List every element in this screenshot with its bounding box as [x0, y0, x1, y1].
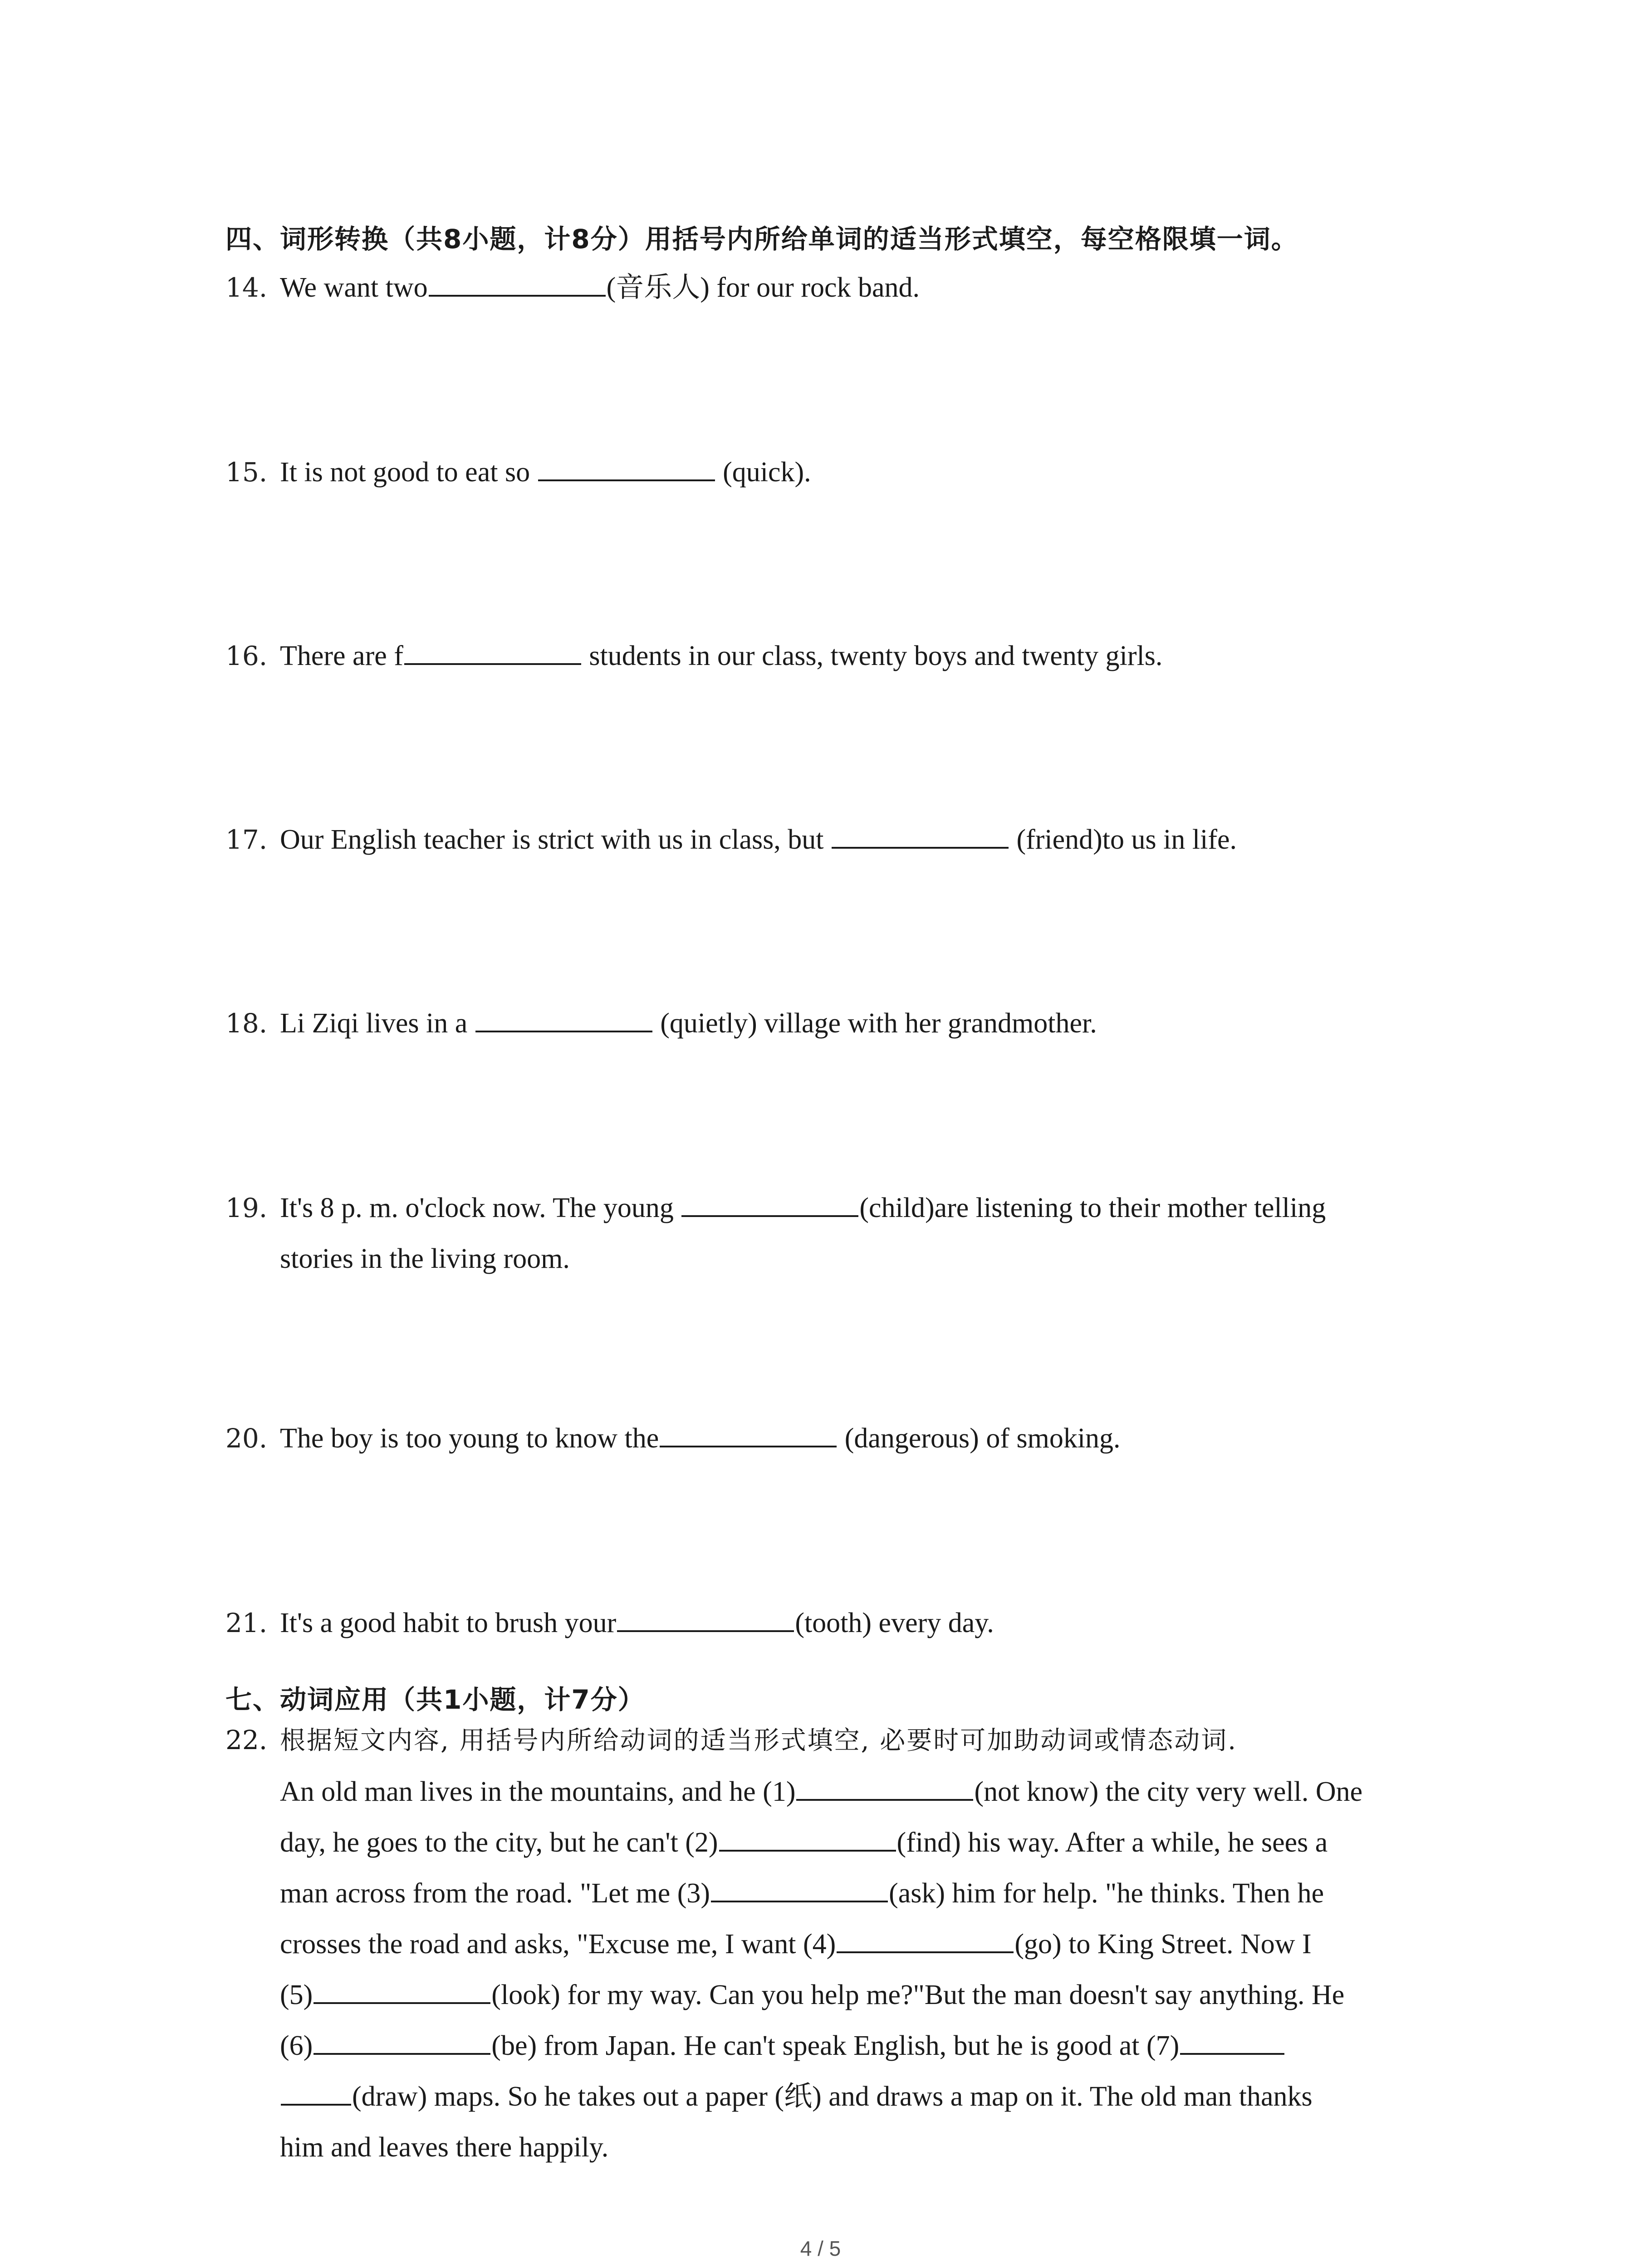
passage-text: (not know) the city very well. One: [974, 1776, 1363, 1807]
passage-line-6: [225, 2020, 1362, 2071]
section-4-title: 四、词形转换（共8小题，计8分）用括号内所给单词的适当形式填空，每空格限填一词。: [225, 224, 1298, 254]
question-text-before: Li Ziqi lives in a: [280, 1008, 475, 1039]
passage-text: (draw) maps. So he takes out a paper (纸) and draws a map on it. The old man thanks: [352, 2081, 1313, 2112]
answer-blank[interactable]: [475, 1007, 652, 1032]
question-15: [225, 447, 811, 498]
passage-text: man across from the road. "Let me (3): [280, 1878, 710, 1909]
question-text-after: (quick).: [715, 457, 811, 488]
passage-line-7: [225, 2071, 1362, 2122]
question-text-after: (dangerous) of smoking.: [838, 1423, 1121, 1454]
question-text-before: Our English teacher is strict with us in class, but: [280, 824, 831, 855]
answer-blank[interactable]: [660, 1422, 837, 1447]
passage-text: An old man lives in the mountains, and he (1): [280, 1776, 796, 1807]
answer-blank[interactable]: [681, 1192, 858, 1217]
passage-text: (ask) him for help. "he thinks. Then he: [889, 1878, 1324, 1909]
question-14: [225, 262, 920, 313]
answer-blank-2[interactable]: [719, 1826, 896, 1852]
question-17: [225, 814, 1237, 865]
question-text-before: We want two: [280, 272, 428, 303]
question-number: 14.: [225, 272, 268, 303]
question-number: 15.: [225, 457, 268, 488]
question-18: [225, 998, 1097, 1049]
question-number: 18.: [225, 1008, 268, 1039]
question-text-continued: stories in the living room.: [280, 1243, 570, 1274]
question-number: 22.: [225, 1725, 268, 1755]
question-20: [225, 1413, 1121, 1464]
passage-text: (5): [280, 1980, 313, 2010]
question-text-after: (quietly) village with her grandmother.: [653, 1008, 1097, 1039]
passage-text: (go) to King Street. Now I: [1014, 1929, 1312, 1960]
question-text-before: It is not good to eat so: [280, 457, 537, 488]
answer-blank-7-continued[interactable]: [281, 2080, 351, 2106]
question-text-after: students in our class, twenty boys and twenty girls.: [582, 640, 1163, 671]
passage-line-3: [225, 1868, 1362, 1919]
question-text-before: The boy is too young to know the: [280, 1423, 659, 1454]
passage-text: crosses the road and asks, "Excuse me, I want (4): [280, 1929, 836, 1960]
answer-blank-7[interactable]: [1180, 2029, 1284, 2055]
answer-blank-4[interactable]: [837, 1928, 1014, 1953]
passage-line-8: [225, 2122, 1362, 2173]
answer-blank-5[interactable]: [314, 1979, 490, 2004]
question-number: 20.: [225, 1423, 268, 1454]
question-number: 19.: [225, 1193, 268, 1223]
answer-blank[interactable]: [538, 456, 715, 481]
page-number: 4 / 5: [800, 2237, 841, 2260]
question-text-after: (tooth) every day.: [795, 1608, 994, 1638]
passage-text: day, he goes to the city, but he can't (2): [280, 1827, 718, 1858]
question-22: [225, 1715, 1362, 2173]
question-21: [225, 1598, 994, 1648]
question-text-before: There are f: [280, 640, 403, 671]
question-text-after: (child)are listening to their mother telling: [859, 1193, 1326, 1223]
passage-text: (look) for my way. Can you help me?"But the man doesn't say anything. He: [491, 1980, 1345, 2010]
answer-blank[interactable]: [617, 1607, 794, 1632]
section-7-title: 七、动词应用（共1小题，计7分）: [225, 1684, 645, 1715]
passage-line-4: [225, 1919, 1362, 1970]
question-text-before: It's a good habit to brush your: [280, 1608, 617, 1638]
answer-blank-1[interactable]: [796, 1775, 973, 1801]
passage-line-5: [225, 1970, 1362, 2020]
question-text-after: (friend)to us in life.: [1009, 824, 1237, 855]
answer-blank[interactable]: [832, 823, 1009, 849]
passage-text: (find) his way. After a while, he sees a: [896, 1827, 1328, 1858]
question-number: 17.: [225, 824, 268, 855]
question-16: [225, 631, 1162, 681]
question-text-after: (音乐人) for our rock band.: [606, 272, 920, 303]
passage-line-2: [225, 1817, 1362, 1868]
answer-blank[interactable]: [404, 640, 581, 665]
passage-text: (6): [280, 2030, 313, 2061]
passage-text: him and leaves there happily.: [280, 2132, 609, 2163]
passage-text: (be) from Japan. He can't speak English, but he is good at (7): [491, 2030, 1180, 2061]
question-19: [225, 1183, 1326, 1284]
answer-blank-3[interactable]: [711, 1877, 888, 1902]
question-number: 21.: [225, 1608, 268, 1638]
question-text-before: It's 8 p. m. o'clock now. The young: [280, 1193, 681, 1223]
answer-blank[interactable]: [429, 271, 606, 297]
answer-blank-6[interactable]: [314, 2029, 490, 2055]
passage-instruction-line: [225, 1715, 1362, 1766]
question-number: 16.: [225, 640, 268, 671]
passage-line-1: [225, 1766, 1362, 1817]
instruction-text: 根据短文内容, 用括号内所给动词的适当形式填空, 必要时可加助动词或情态动词.: [280, 1726, 1238, 1755]
